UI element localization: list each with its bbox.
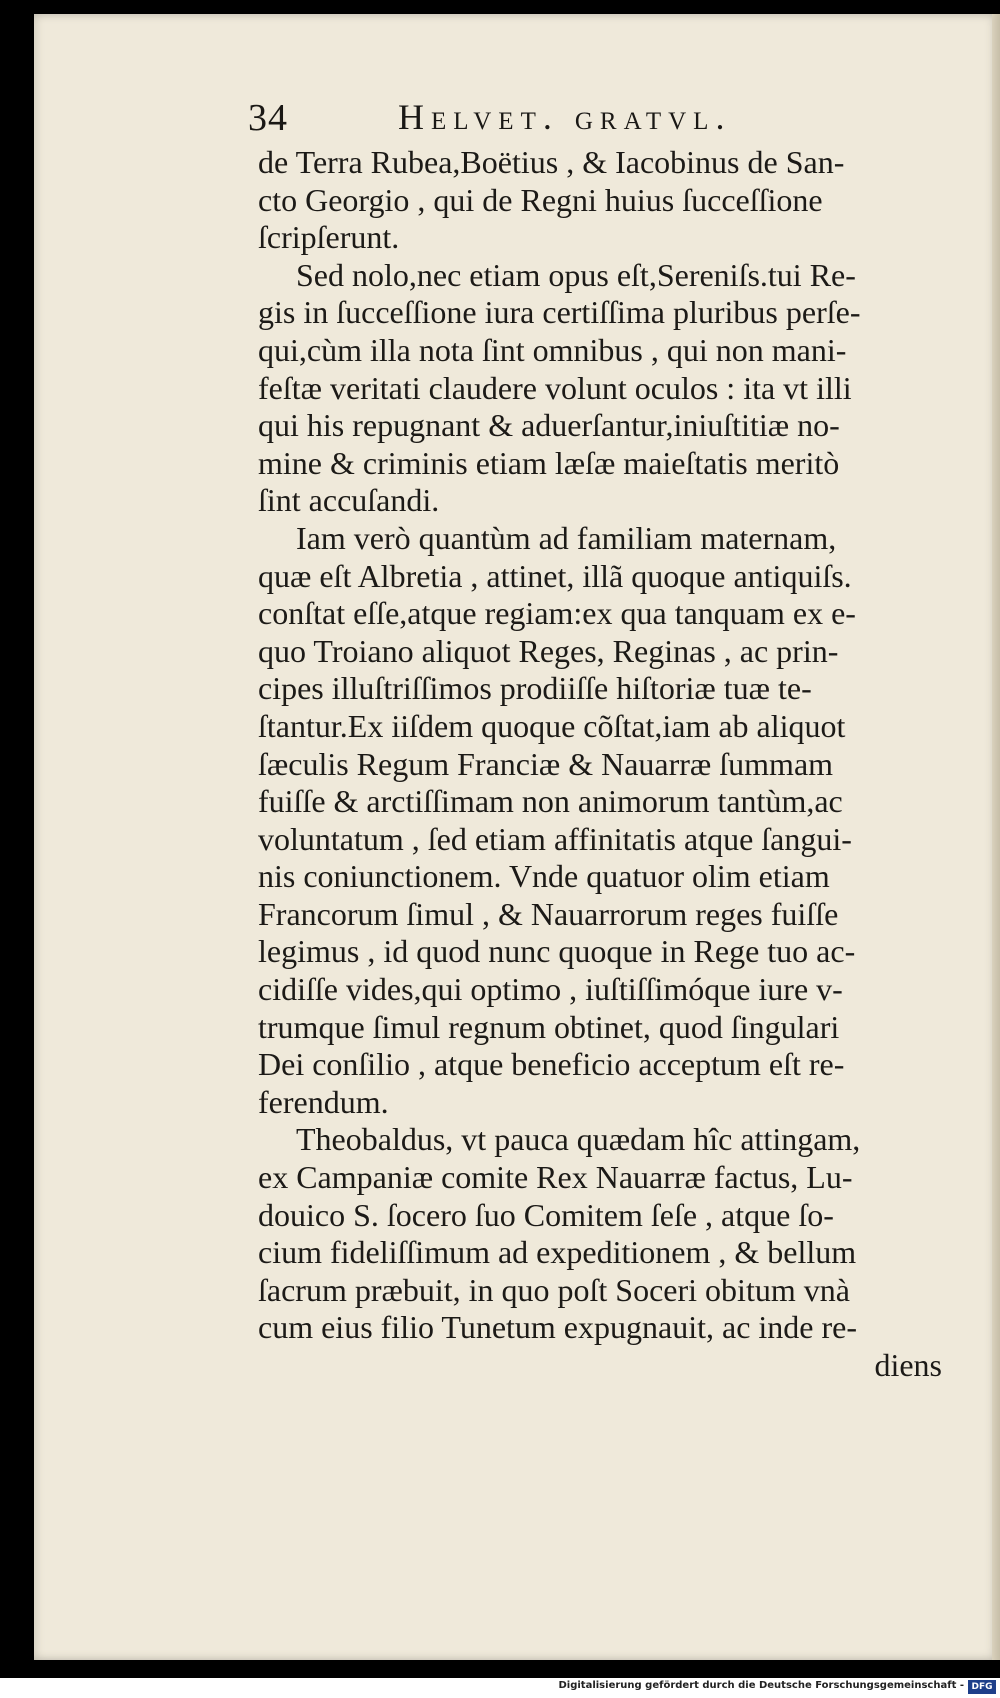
text-line: Francorum ſimul , & Nauarrorum reges fuiſſe — [258, 895, 839, 932]
text-line: cium fideliſſimum ad expeditionem , & bellum — [258, 1234, 857, 1271]
digitization-footer — [0, 1678, 1000, 1698]
text-line: cipes illuſtriſſimos prodiiſſe hiſtoriæ tuæ te- — [258, 670, 812, 707]
text-line: cum eius filio Tunetum expugnauit, ac inde re- — [258, 1309, 857, 1346]
text-line: cto Georgio , qui de Regni huius ſucceſſione — [258, 181, 823, 218]
text-line: feſtæ veritati claudere volunt oculos : ita vt illi — [258, 369, 852, 406]
text-line: fuiſſe & arctiſſimam non animorum tantùm,ac — [258, 783, 843, 820]
text-line: ſcripſerunt. — [258, 219, 400, 256]
text-line: conſtat eſſe,atque regiam:ex qua tanquam ex e- — [258, 595, 856, 632]
catchword: diens — [874, 1347, 942, 1383]
text-line: quo Troiano aliquot Reges, Reginas , ac prin- — [258, 632, 839, 669]
text-line: douico S. ſocero ſuo Comitem ſeſe , atque ſo- — [258, 1196, 834, 1233]
text-line: Iam verò quantùm ad familiam maternam, — [296, 519, 837, 556]
page-edge-shadow — [992, 14, 1000, 1660]
text-line: de Terra Rubea,Boëtius , & Iacobinus de San- — [258, 144, 845, 180]
text-line: cidiſſe vides,qui optimo , iuſtiſſimóque iure v- — [258, 971, 843, 1008]
body-text — [258, 144, 948, 1385]
text-line: ferendum. — [258, 1083, 389, 1120]
page-number: 34 — [248, 97, 288, 139]
text-line: Theobaldus, vt pauca quædam hîc attingam, — [296, 1121, 861, 1158]
text-line: qui his repugnant & aduerſantur,iniuſtitiæ no- — [258, 407, 840, 444]
text-line: legimus , id quod nunc quoque in Rege tuo ac- — [258, 933, 856, 970]
text-line: nis coniunctionem. Vnde quatuor olim etiam — [258, 858, 830, 895]
text-line: ſacrum præbuit, in quo poſt Soceri obitum vnà — [258, 1271, 850, 1308]
text-line: Dei conſilio , atque beneficio acceptum eſt re- — [258, 1046, 845, 1083]
running-title: Helvet. gratvl. — [398, 97, 732, 137]
text-line: ſæculis Regum Franciæ & Nauarræ ſummam — [258, 745, 834, 782]
text-line: ſtantur.Ex iiſdem quoque cõſtat,iam ab aliquot — [258, 707, 846, 744]
text-line: Sed nolo,nec etiam opus eſt,Sereniſs.tui Re- — [296, 256, 856, 293]
text-line: gis in ſucceſſione iura certiſſima pluribus perſe- — [258, 294, 861, 331]
digitization-credit: Digitalisierung gefördert durch die Deutsche Forschungsgemeinschaft - — [558, 1680, 964, 1691]
text-line: voluntatum , ſed etiam affinitatis atque ſangui- — [258, 820, 852, 857]
dfg-logo: DFG — [968, 1680, 996, 1694]
running-head — [248, 96, 938, 140]
text-line: ſint accuſandi. — [258, 482, 440, 519]
text-line: trumque ſimul regnum obtinet, quod ſingulari — [258, 1008, 840, 1045]
text-line: qui,cùm illa nota ſint omnibus , qui non mani- — [258, 331, 847, 368]
text-line: quæ eſt Albretia , attinet, illã quoque antiquiſs. — [258, 557, 852, 594]
text-line: ex Campaniæ comite Rex Nauarræ factus, Lu- — [258, 1159, 853, 1196]
text-line: mine & criminis etiam læſæ maieſtatis meritò — [258, 444, 840, 481]
